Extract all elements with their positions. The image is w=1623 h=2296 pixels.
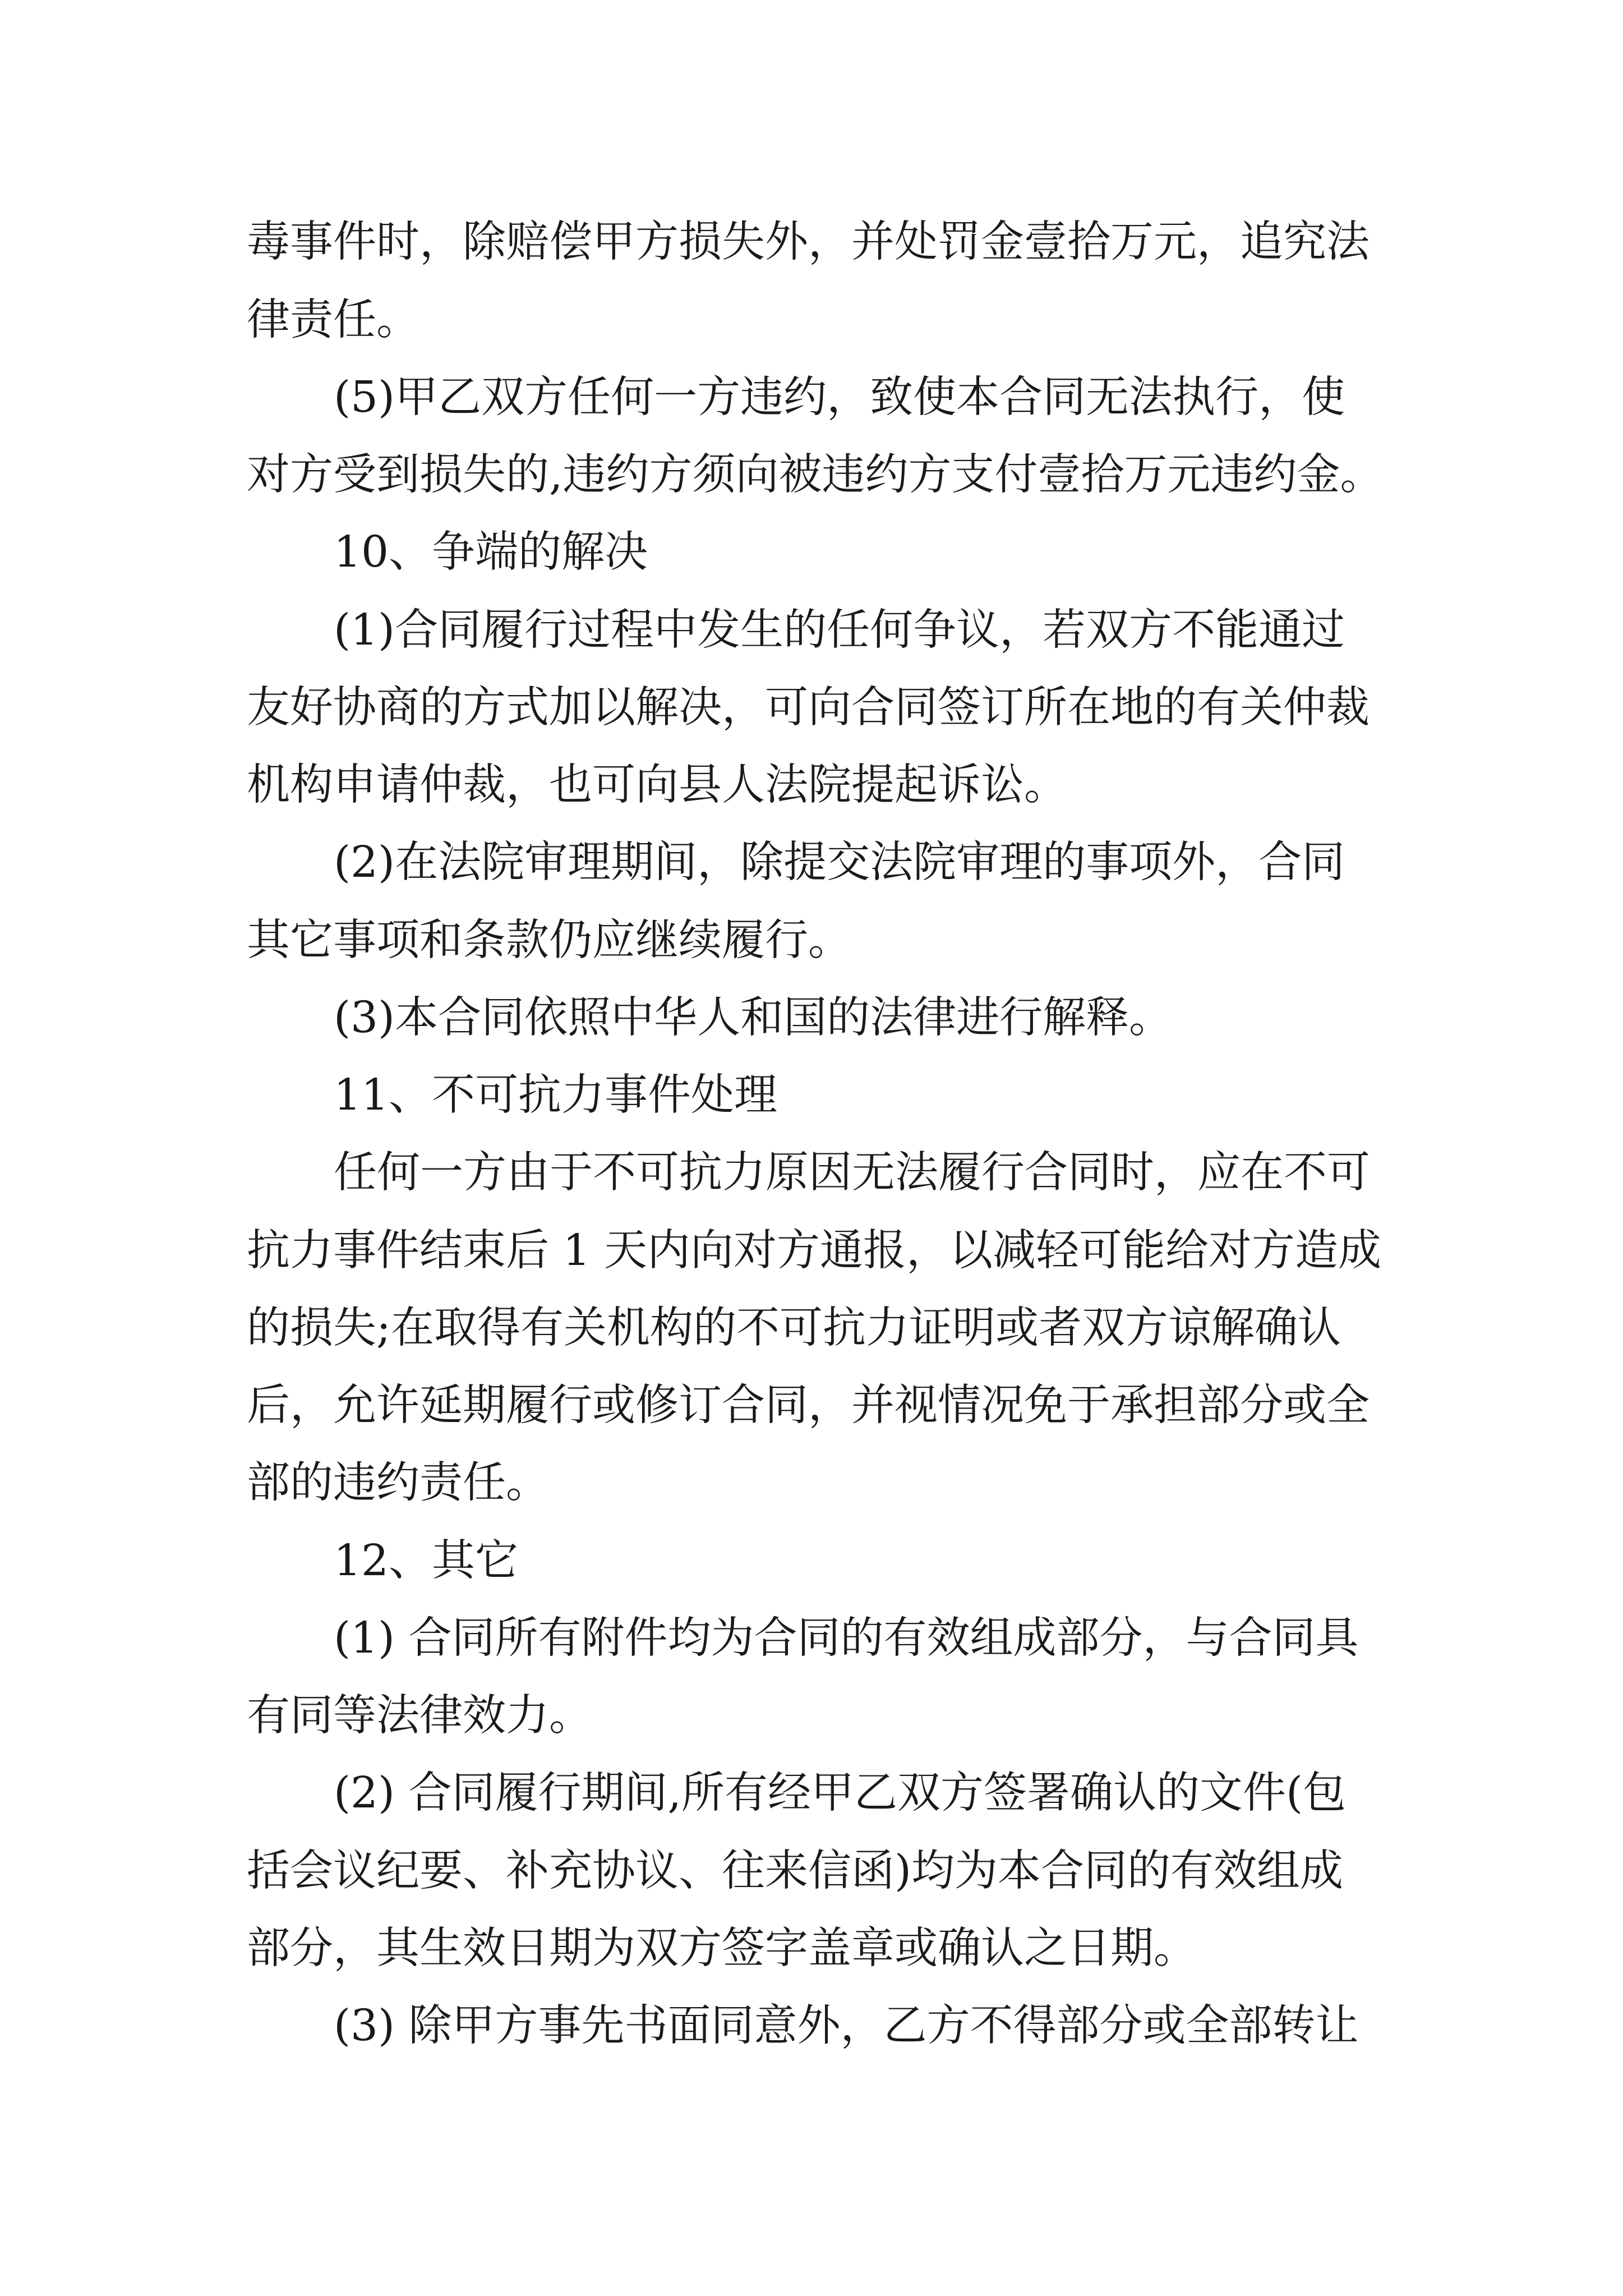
- section-heading: 12、其它: [334, 1536, 518, 1586]
- text-line: 部的违约责任。: [247, 1458, 549, 1508]
- section-heading: 11、不可抗力事件处理: [334, 1070, 777, 1120]
- text-line: 友好协商的方式加以解决，可向合同签订所在地的有关仲裁: [247, 683, 1370, 733]
- text-line: 机构申请仲裁，也可向县人法院提起诉讼。: [247, 760, 1067, 810]
- section-heading: 10、争端的解决: [334, 527, 648, 577]
- text-line: (3)本合同依照中华人和国的法律进行解释。: [334, 993, 1173, 1043]
- text-line: 有同等法律效力。: [247, 1691, 592, 1741]
- text-line: (3) 除甲方事先书面同意外，乙方不得部分或全部转让: [334, 2001, 1359, 2051]
- text-line: 后，允许延期履行或修订合同，并视情况免于承担部分或全: [247, 1381, 1370, 1430]
- text-line: 律责任。: [247, 295, 419, 345]
- text-line: 任何一方由于不可抗力原因无法履行合同时，应在不可: [334, 1148, 1370, 1198]
- text-line: 括会议纪要、补充协议、往来信函)均为本合同的有效组成: [247, 1846, 1344, 1896]
- text-line: (2) 合同履行期间,所有经甲乙双方签署确认的文件(包: [334, 1768, 1347, 1818]
- text-line: (1)合同履行过程中发生的任何争议，若双方不能通过: [334, 605, 1345, 655]
- text-line: (5)甲乙双方任何一方违约，致使本合同无法执行，使: [334, 372, 1345, 422]
- text-line: 对方受到损失的,违约方须向被违约方支付壹拾万元违约金。: [247, 450, 1384, 500]
- text-line: 其它事项和条款仍应继续履行。: [247, 915, 851, 965]
- text-line: (2)在法院审理期间，除提交法院审理的事项外，合同: [334, 838, 1345, 887]
- text-line: 抗力事件结束后 1 天内向对方通报，以减轻可能给对方造成: [247, 1226, 1381, 1276]
- text-line: (1) 合同所有附件均为合同的有效组成部分，与合同具: [334, 1613, 1359, 1663]
- text-line: 部分，其生效日期为双方签字盖章或确认之日期。: [247, 1924, 1197, 1973]
- text-line: 的损失;在取得有关机构的不可抗力证明或者双方谅解确认: [247, 1303, 1341, 1353]
- text-line: 毒事件时，除赔偿甲方损失外，并处罚金壹拾万元，追究法: [247, 217, 1370, 267]
